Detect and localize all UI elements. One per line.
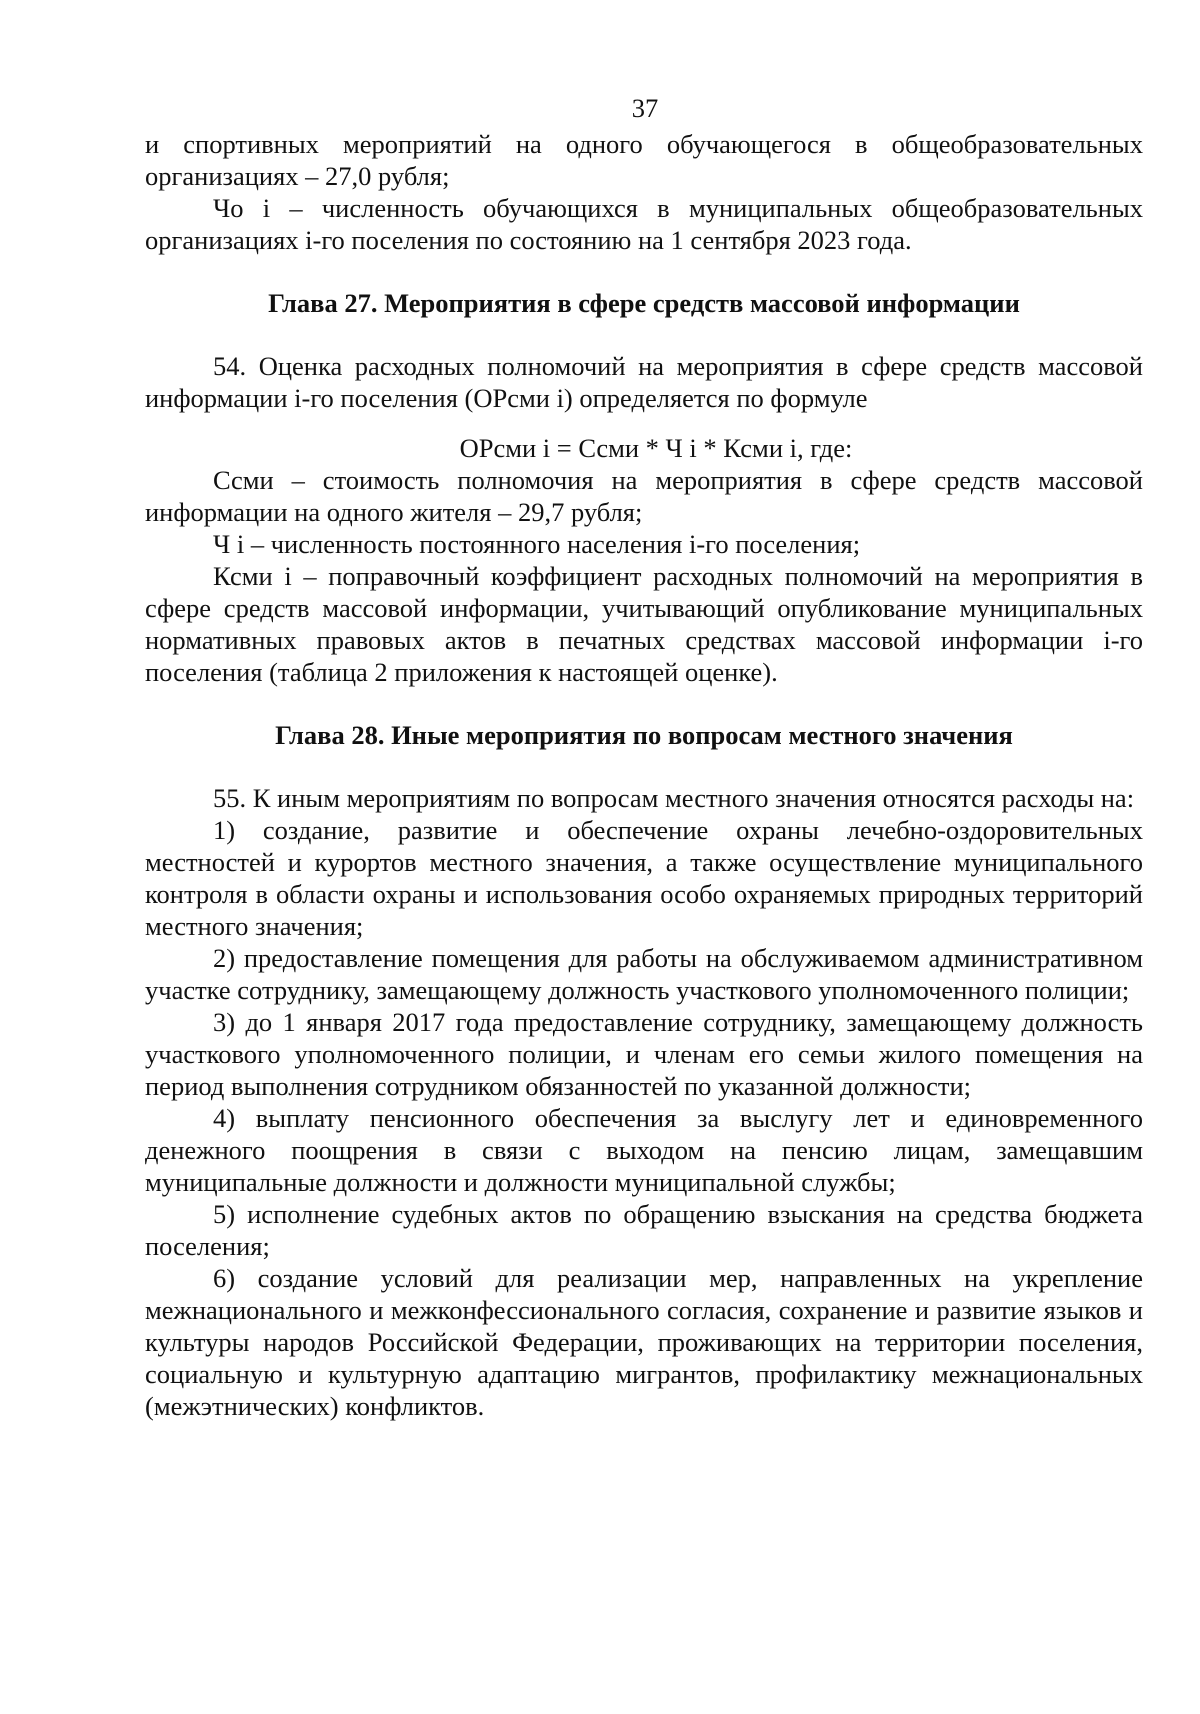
list-item-4: 4) выплату пенсионного обеспечения за выслугу лет и единовременного денежного поощрения в связи с выходом на пенсию лицам, замещавшим муниципальные должности и должности муниципальной службы; [145,1103,1143,1197]
definition-ssmi: Ссми – стоимость полномочия на мероприятия в сфере средств массовой информации на одного жителя – 29,7 рубля; [145,465,1143,527]
chapter-27-heading: Глава 27. Мероприятия в сфере средств массовой информации [268,288,1020,318]
list-item-2: 2) предоставление помещения для работы на обслуживаемом административном участке сотруднику, замещающему должность участкового уполномоченного полиции; [145,943,1143,1005]
item-54-paragraph: 54. Оценка расходных полномочий на мероприятия в сфере средств массовой информации i-го поселения (ОРсми i) определяется по формуле [145,351,1143,413]
definition-cho: Чо i – численность обучающихся в муниципальных общеобразовательных организациях i-го поселения по состоянию на 1 сентября 2023 года. [145,193,1143,255]
list-item-5: 5) исполнение судебных актов по обращению взыскания на средства бюджета поселения; [145,1199,1143,1261]
chapter-28-heading: Глава 28. Иные мероприятия по вопросам местного значения [275,720,1013,750]
page-content [145,92,1143,1422]
item-55-paragraph: 55. К иным мероприятиям по вопросам местного значения относятся расходы на: [213,783,1135,813]
list-item-3: 3) до 1 января 2017 года предоставление сотруднику, замещающему должность участкового уполномоченного полиции, и членам его семьи жилого помещения на период выполнения сотрудником обязанностей по указанной должности; [145,1007,1143,1101]
definition-ksmi: Ксми i – поправочный коэффициент расходных полномочий на мероприятия в сфере средств массовой информации, учитывающий опубликование муниципальных нормативных правовых актов в печатных средствах массовой информации i-го поселения (таблица 2 приложения к настоящей оценке). [145,561,1143,687]
list-item-1: 1) создание, развитие и обеспечение охраны лечебно-оздоровительных местностей и курортов местного значения, а также осуществление муниципального контроля в области охраны и использования особо охраняемых природных территорий местного значения; [145,815,1143,941]
page-number: 37 [631,93,659,123]
list-item-6: 6) создание условий для реализации мер, направленных на укрепление межнационального и межконфессионального согласия, сохранение и развитие языков и культуры народов Российской Федерации, проживающих на территории поселения, социальную и культурную адаптацию мигрантов, профилактику межнациональных (межэтнических) конфликтов. [145,1263,1143,1421]
continued-paragraph: и спортивных мероприятий на одного обучающегося в общеобразовательных организациях – 27,0 рубля; [145,129,1143,191]
definition-chi: Ч i – численность постоянного населения i-го поселения; [213,529,861,559]
formula-orsmi: ОРсми i = Ссми * Ч i * Ксми i, где: [459,433,853,463]
